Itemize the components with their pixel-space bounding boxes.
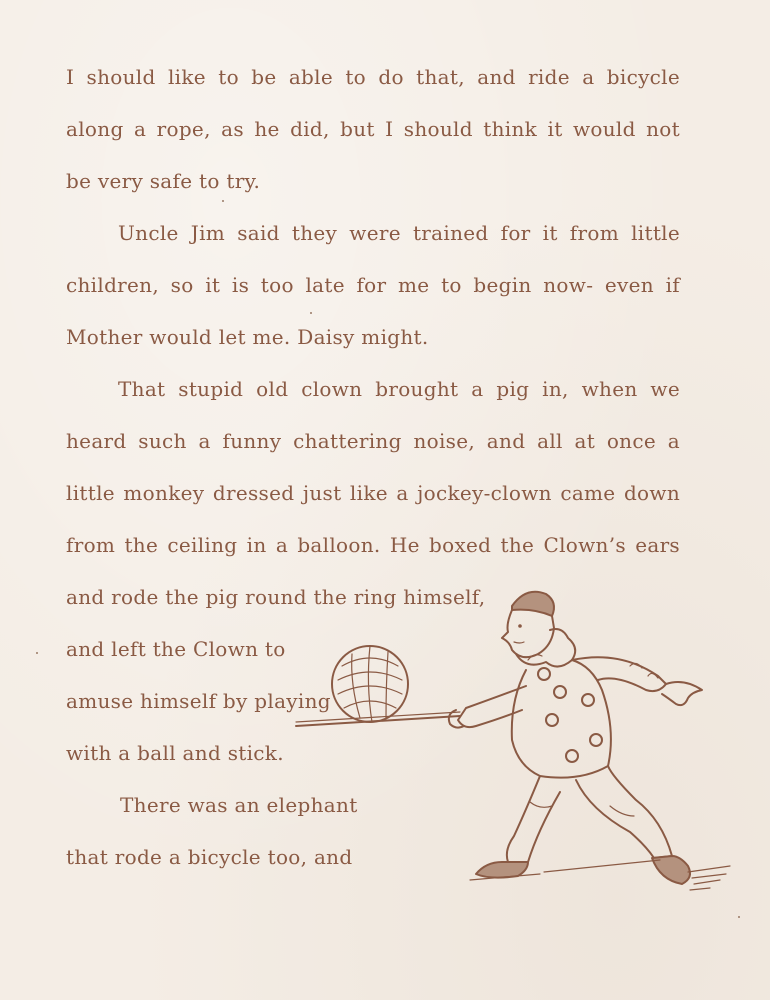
text-line-10: from the ceiling in a balloon. He boxed the Clown’s ears xyxy=(66,533,680,557)
text-line-14: with a ball and stick. xyxy=(66,741,284,765)
text-line-5: children, so it is too late for me to begin now- even if xyxy=(66,273,680,297)
paper-speck xyxy=(738,916,740,918)
text-line-4: Uncle Jim said they were trained for it from little xyxy=(118,221,680,245)
paper-speck xyxy=(310,312,312,314)
text-line-6: Mother would let me. Daisy might. xyxy=(66,325,429,349)
text-line-2: along a rope, as he did, but I should think it would not xyxy=(66,117,680,141)
clown-head xyxy=(502,592,554,657)
paper-speck xyxy=(36,652,38,654)
ball xyxy=(332,646,408,722)
text-line-12: and left the Clown to xyxy=(66,637,286,661)
text-line-3: be very safe to try. xyxy=(66,169,261,193)
clown-legs xyxy=(507,766,672,862)
text-line-13: amuse himself by playing xyxy=(66,689,331,713)
text-line-15: There was an elephant xyxy=(120,793,358,817)
text-line-8: heard such a funny chattering noise, and all at once a xyxy=(66,429,680,453)
text-line-7: That stupid old clown brought a pig in, when we xyxy=(118,377,680,401)
text-line-1: I should like to be able to do that, and ride a bicycle xyxy=(66,65,680,89)
text-line-16: that rode a bicycle too, and xyxy=(66,845,353,869)
paper-speck xyxy=(222,200,224,202)
text-line-11: and rode the pig round the ring himself, xyxy=(66,585,486,609)
clown-with-ball-and-stick-illustration xyxy=(290,580,750,900)
clown-drawing xyxy=(290,580,750,900)
clown-left-arm xyxy=(572,657,702,705)
clown-body xyxy=(512,660,611,778)
stick xyxy=(296,712,460,726)
text-line-9: little monkey dressed just like a jockey-clown came down xyxy=(66,481,680,505)
